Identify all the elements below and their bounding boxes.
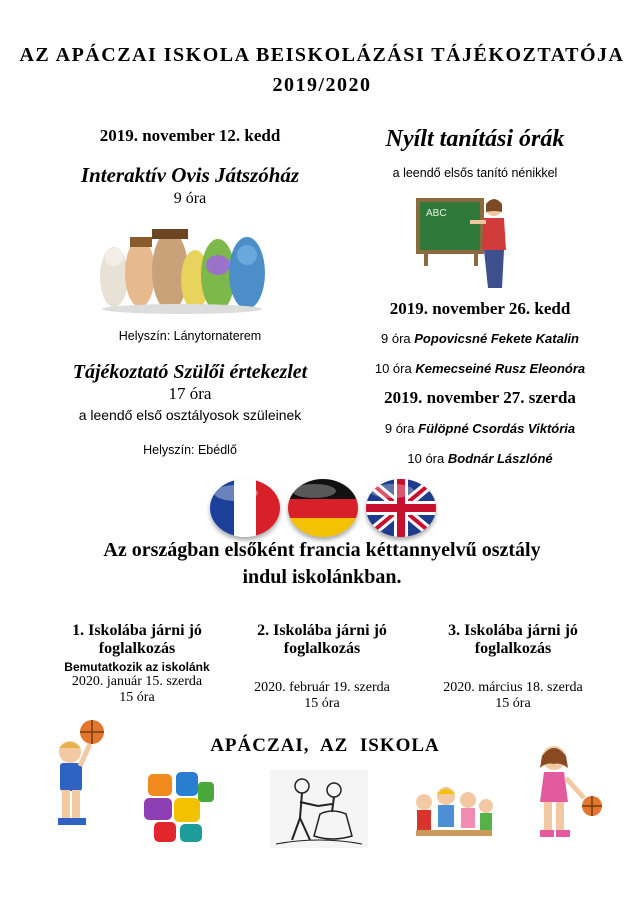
session-time: 15 óra <box>119 690 155 705</box>
session-2 <box>232 622 412 712</box>
teacher-row <box>330 451 630 466</box>
lesson-time: 10 óra <box>374 361 412 376</box>
german-flag-icon <box>288 479 358 537</box>
session-date: 2020. január 15. szerda <box>71 674 203 689</box>
svg-text:ABC: ABC <box>426 208 447 219</box>
teacher-chalkboard-image <box>412 190 512 290</box>
session-date: 2020. március 18. szerda <box>443 680 583 695</box>
header-title: AZ APÁCZAI ISKOLA BEISKOLÁZÁSI TÁJÉKOZTATÓJA <box>19 44 625 66</box>
session-time: 15 óra <box>495 696 531 711</box>
teacher-name: Bodnár Lászlóné <box>447 451 553 466</box>
session-extra: Bemutatkozik az iskolánk <box>64 660 210 674</box>
toy-characters-image <box>92 225 276 315</box>
folk-dancers-image <box>270 770 368 848</box>
session-title: 3. Iskolába járni jó <box>448 622 578 639</box>
teacher-row <box>330 361 630 376</box>
event1-title: Interaktív Ovis Játszóház <box>80 163 300 187</box>
teacher-name: Popovicsné Fekete Katalin <box>414 331 579 346</box>
teacher-row <box>330 421 630 436</box>
open-lessons-subtitle: a leendő elsős tanító nénikkel <box>392 166 558 180</box>
session-subtitle: foglalkozás <box>474 640 552 657</box>
event2-location: Helyszín: Ebédlő <box>143 443 237 457</box>
session-time: 15 óra <box>304 696 340 711</box>
lesson-time: 10 óra <box>407 451 445 466</box>
bilingual-line2: indul iskolánkban. <box>242 566 402 588</box>
kids-music-image <box>410 778 498 850</box>
teacher-name: Kemecseiné Rusz Eleonóra <box>415 361 586 376</box>
teacher-row <box>330 331 630 346</box>
event2-audience: a leendő első osztályosok szüleinek <box>78 407 302 423</box>
girl-basketball-image <box>514 742 606 842</box>
puzzle-people-logo <box>140 768 218 844</box>
french-flag-icon <box>210 479 280 537</box>
lesson-time: 9 óra <box>384 421 415 436</box>
footer-slogan: APÁCZAI, AZ ISKOLA <box>210 735 440 756</box>
event2-time: 17 óra <box>168 384 212 403</box>
right-date2: 2019. november 27. szerda <box>384 388 576 407</box>
open-lessons-title: Nyílt tanítási órák <box>385 126 565 152</box>
right-date1: 2019. november 26. kedd <box>389 299 571 318</box>
session-title: 1. Iskolába járni jó <box>72 622 202 639</box>
session-subtitle: foglalkozás <box>98 640 176 657</box>
boy-basketball-image <box>40 718 110 830</box>
event1-location: Helyszín: Lánytornaterem <box>118 329 262 343</box>
event1-time: 9 óra <box>173 190 207 207</box>
left-date: 2019. november 12. kedd <box>99 126 281 145</box>
bilingual-line1: Az országban elsőként francia kéttannyelvű osztály <box>103 539 541 561</box>
session-date: 2020. február 19. szerda <box>254 680 390 695</box>
uk-flag-icon <box>366 479 436 537</box>
session-subtitle: foglalkozás <box>283 640 361 657</box>
lesson-time: 9 óra <box>381 331 411 346</box>
session-title: 2. Iskolába járni jó <box>257 622 387 639</box>
session-3 <box>418 622 608 712</box>
event2-title: Tájékoztató Szülői értekezlet <box>72 361 308 383</box>
session-1 <box>42 622 232 706</box>
teacher-name: Fülöpné Csordás Viktória <box>418 421 576 436</box>
header-year: 2019/2020 <box>272 74 372 96</box>
